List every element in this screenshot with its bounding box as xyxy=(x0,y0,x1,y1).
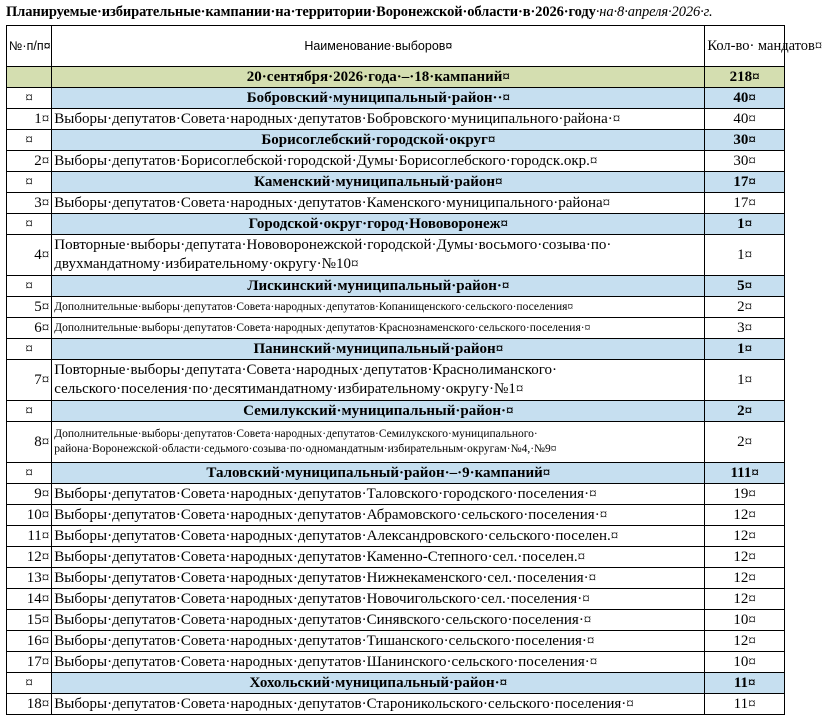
mandate-count: 40¤ xyxy=(705,88,785,109)
row-end-mark xyxy=(784,130,795,151)
row-num: 16¤ xyxy=(7,631,52,652)
mandate-count: 11¤ xyxy=(705,694,785,715)
election-row xyxy=(7,547,796,568)
row-num: 18¤ xyxy=(7,694,52,715)
election-name: Выборы·депутатов·Совета·народных·депутатов·Синявского·сельского·поселения·¤ xyxy=(52,610,705,631)
title-main: Планируемые·избирательные·кампании·на·территории·Воронежской·области·в·2026·году xyxy=(6,4,596,20)
row-end-mark xyxy=(784,422,795,463)
district-row xyxy=(7,214,796,235)
date-label: 20·сентября·2026·года·–·18·кампаний¤ xyxy=(52,67,705,88)
mandate-count: 2¤ xyxy=(705,297,785,318)
row-num: ¤ xyxy=(7,172,52,193)
row-end-mark xyxy=(784,463,795,484)
election-row xyxy=(7,652,796,673)
row-end-mark xyxy=(784,88,795,109)
header-count: Кол-во· мандатов¤ xyxy=(705,26,785,67)
date-total: 218¤ xyxy=(705,67,785,88)
row-num: 6¤ xyxy=(7,318,52,339)
row-num: 7¤ xyxy=(7,360,52,401)
row-end-mark xyxy=(784,151,795,172)
election-name: Выборы·депутатов·Совета·народных·депутатов·Новочигольского·сел.·поселения·¤ xyxy=(52,589,705,610)
row-end-mark xyxy=(784,589,795,610)
mandate-count: 5¤ xyxy=(705,276,785,297)
district-row xyxy=(7,673,796,694)
district-row xyxy=(7,276,796,297)
table-header-row xyxy=(7,26,796,67)
row-end-mark xyxy=(784,214,795,235)
mandate-count: 12¤ xyxy=(705,505,785,526)
election-row xyxy=(7,109,796,130)
mandate-count: 12¤ xyxy=(705,526,785,547)
election-row xyxy=(7,422,796,463)
election-row xyxy=(7,484,796,505)
row-end-mark xyxy=(784,360,795,401)
row-num: 1¤ xyxy=(7,109,52,130)
row-end-mark xyxy=(784,297,795,318)
mandate-count: 1¤ xyxy=(705,360,785,401)
election-row xyxy=(7,235,796,276)
mandate-count: 11¤ xyxy=(705,673,785,694)
mandate-count: 12¤ xyxy=(705,568,785,589)
mandate-count: 10¤ xyxy=(705,610,785,631)
row-num: ¤ xyxy=(7,276,52,297)
district-name: Панинский·муниципальный·район¤ xyxy=(52,339,705,360)
row-end-mark xyxy=(784,109,795,130)
row-end-mark xyxy=(784,547,795,568)
mandate-count: 1¤ xyxy=(705,339,785,360)
election-name: Выборы·депутатов·Совета·народных·депутатов·Александровского·сельского·поселен.¤ xyxy=(52,526,705,547)
election-name: Выборы·депутатов·Совета·народных·депутатов·Каменно-Степного·сел.·поселен.¤ xyxy=(52,547,705,568)
row-end-mark xyxy=(784,235,795,276)
date-num-cell xyxy=(7,67,52,88)
district-name: Семилукский·муниципальный·район·¤ xyxy=(52,401,705,422)
row-end-mark xyxy=(784,568,795,589)
row-num: 3¤ xyxy=(7,193,52,214)
election-name: Выборы·депутатов·Совета·народных·депутатов·Староникольского·сельского·поселения·¤ xyxy=(52,694,705,715)
row-num: 17¤ xyxy=(7,652,52,673)
row-end-mark xyxy=(784,610,795,631)
row-end-mark xyxy=(784,673,795,694)
district-row xyxy=(7,463,796,484)
row-end-mark xyxy=(784,193,795,214)
mandate-count: 111¤ xyxy=(705,463,785,484)
title-date: ·на·8·апреля·2026·г. xyxy=(595,4,713,20)
mandate-count: 19¤ xyxy=(705,484,785,505)
mandate-count: 2¤ xyxy=(705,422,785,463)
election-name: Выборы·депутатов·Совета·народных·депутатов·Бобровского·муниципального·района·¤ xyxy=(52,109,705,130)
election-name: Дополнительные·выборы·депутатов·Совета·народных·депутатов·Краснознаменского·сельского·поселения·¤ xyxy=(52,318,705,339)
district-name: Хохольский·муниципальный·район·¤ xyxy=(52,673,705,694)
election-row xyxy=(7,297,796,318)
election-row xyxy=(7,193,796,214)
row-end-mark xyxy=(784,505,795,526)
district-row xyxy=(7,339,796,360)
row-num: ¤ xyxy=(7,401,52,422)
row-end-mark xyxy=(784,318,795,339)
mandate-count: 40¤ xyxy=(705,109,785,130)
election-row xyxy=(7,694,796,715)
district-name: Борисоглебский·городской·округ¤ xyxy=(52,130,705,151)
mandate-count: 10¤ xyxy=(705,652,785,673)
mandate-count: 30¤ xyxy=(705,151,785,172)
election-row xyxy=(7,526,796,547)
date-summary-row xyxy=(7,67,796,88)
election-name: Выборы·депутатов·Совета·народных·депутатов·Тишанского·сельского·поселения·¤ xyxy=(52,631,705,652)
district-name: Лискинский·муниципальный·район·¤ xyxy=(52,276,705,297)
election-name: Выборы·депутатов·Совета·народных·депутатов·Таловского·городского·поселения·¤ xyxy=(52,484,705,505)
header-name: Наименование·выборов¤ xyxy=(52,26,705,67)
row-num: ¤ xyxy=(7,463,52,484)
election-row xyxy=(7,360,796,401)
row-end-mark xyxy=(784,484,795,505)
row-end-mark xyxy=(784,631,795,652)
district-row xyxy=(7,88,796,109)
header-num: №·п/п¤ xyxy=(7,26,52,67)
election-row xyxy=(7,631,796,652)
election-name: Дополнительные·выборы·депутатов·Совета·народных·депутатов·Семилукского·муниципального· района·Воронежской·области·седьмого·созыва·по·одномандатным·избирательным·округам·№4,·№9¤ xyxy=(52,422,705,463)
row-num: 13¤ xyxy=(7,568,52,589)
row-end-mark xyxy=(784,652,795,673)
mandate-count: 12¤ xyxy=(705,631,785,652)
row-num: ¤ xyxy=(7,130,52,151)
mandate-count: 1¤ xyxy=(705,235,785,276)
row-num: 2¤ xyxy=(7,151,52,172)
election-name: Повторные·выборы·депутата·Совета·народных·депутатов·Краснолиманского· сельского·поселения·по·десятимандатному·избирательному·округу·№1¤ xyxy=(52,360,705,401)
election-name: Выборы·депутатов·Борисоглебской·городской·Думы·Борисоглебского·городск.окр.¤ xyxy=(52,151,705,172)
row-num: 4¤ xyxy=(7,235,52,276)
election-row xyxy=(7,151,796,172)
election-row xyxy=(7,568,796,589)
row-num: 14¤ xyxy=(7,589,52,610)
row-num: 9¤ xyxy=(7,484,52,505)
election-name: Повторные·выборы·депутата·Нововоронежской·городской·Думы·восьмого·созыва·по· двухмандатному·избирательному·округу·№10¤ xyxy=(52,235,705,276)
election-name: Выборы·депутатов·Совета·народных·депутатов·Абрамовского·сельского·поселения·¤ xyxy=(52,505,705,526)
row-num: ¤ xyxy=(7,214,52,235)
mandate-count: 12¤ xyxy=(705,589,785,610)
row-end-mark xyxy=(784,694,795,715)
election-row xyxy=(7,589,796,610)
row-num: 12¤ xyxy=(7,547,52,568)
row-num: 15¤ xyxy=(7,610,52,631)
row-num: ¤ xyxy=(7,88,52,109)
mandate-count: 3¤ xyxy=(705,318,785,339)
election-name: Выборы·депутатов·Совета·народных·депутатов·Нижнекаменского·сел.·поселения·¤ xyxy=(52,568,705,589)
row-num: 10¤ xyxy=(7,505,52,526)
election-name: Выборы·депутатов·Совета·народных·депутатов·Шанинского·сельского·поселения·¤ xyxy=(52,652,705,673)
election-row xyxy=(7,505,796,526)
mandate-count: 12¤ xyxy=(705,547,785,568)
row-end-mark xyxy=(784,276,795,297)
row-num: ¤ xyxy=(7,339,52,360)
row-num: 5¤ xyxy=(7,297,52,318)
district-row xyxy=(7,130,796,151)
row-num: 11¤ xyxy=(7,526,52,547)
mandate-count: 17¤ xyxy=(705,172,785,193)
district-row xyxy=(7,401,796,422)
row-end-mark xyxy=(784,339,795,360)
district-name: Бобровский·муниципальный·район··¤ xyxy=(52,88,705,109)
election-name: Дополнительные·выборы·депутатов·Совета·народных·депутатов·Копанищенского·сельского·поселения¤ xyxy=(52,297,705,318)
mandate-count: 30¤ xyxy=(705,130,785,151)
election-name: Выборы·депутатов·Совета·народных·депутатов·Каменского·муниципального·района¤ xyxy=(52,193,705,214)
mandate-count: 2¤ xyxy=(705,401,785,422)
district-name: Городской·округ·город·Нововоронеж¤ xyxy=(52,214,705,235)
election-row xyxy=(7,318,796,339)
document-title xyxy=(6,4,783,24)
row-end-mark xyxy=(784,67,795,88)
row-num: 8¤ xyxy=(7,422,52,463)
row-end-mark xyxy=(784,401,795,422)
mandate-count: 1¤ xyxy=(705,214,785,235)
district-name: Каменский·муниципальный·район¤ xyxy=(52,172,705,193)
row-num: ¤ xyxy=(7,673,52,694)
row-end-mark xyxy=(784,526,795,547)
district-row xyxy=(7,172,796,193)
mandate-count: 17¤ xyxy=(705,193,785,214)
row-end-mark xyxy=(784,172,795,193)
elections-table xyxy=(6,25,822,715)
district-name: Таловский·муниципальный·район·–·9·кампаний¤ xyxy=(52,463,705,484)
election-row xyxy=(7,610,796,631)
